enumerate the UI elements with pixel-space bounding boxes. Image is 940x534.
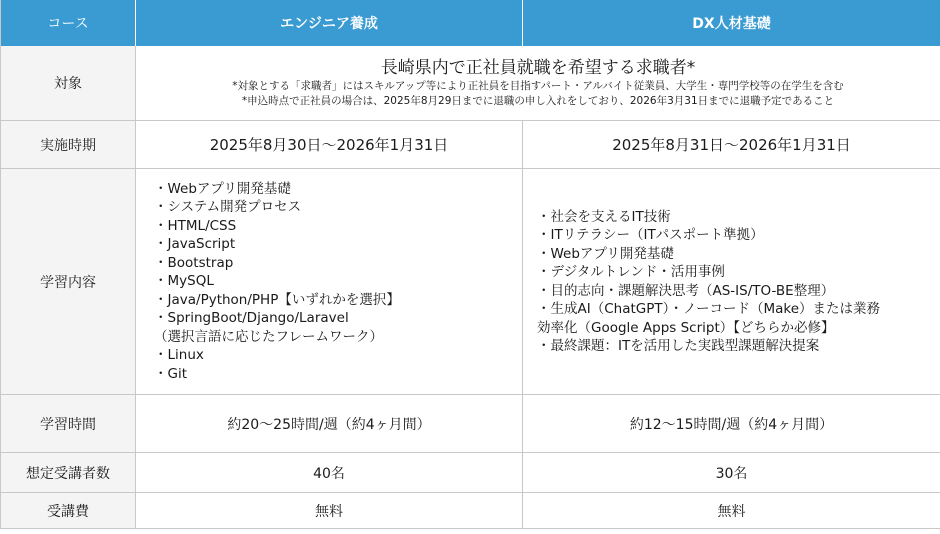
content-dx-list bbox=[523, 169, 940, 395]
row-label-fee: 受講費 bbox=[1, 493, 136, 529]
list-item: ・目的志向・課題解決思考（AS-IS/TO-BE整理） bbox=[537, 282, 835, 299]
content-engineer-list bbox=[136, 169, 523, 395]
period-dx: 2025年8月31日〜2026年1月31日 bbox=[523, 121, 940, 169]
list-item: ・最終課題：ITを活用した実践型課題解決提案 bbox=[537, 338, 820, 354]
fee-engineer: 無料 bbox=[136, 493, 523, 529]
list-item: ・SpringBoot/Django/Laravel bbox=[154, 310, 349, 327]
row-label-capacity: 想定受講者数 bbox=[1, 453, 136, 493]
list-item: ・HTML/CSS bbox=[154, 217, 237, 234]
capacity-dx: 30名 bbox=[523, 453, 940, 493]
row-label-content: 学習内容 bbox=[1, 169, 136, 395]
list-item: ・生成AI（ChatGPT）・ノーコード（Make）または業務 bbox=[537, 301, 881, 317]
list-item: ・システム開発プロセス bbox=[154, 199, 302, 216]
period-engineer: 2025年8月30日〜2026年1月31日 bbox=[136, 121, 523, 169]
list-item: ・Webアプリ開発基礎 bbox=[154, 180, 291, 197]
list-item: ・ITリテラシー（ITパスポート準拠） bbox=[537, 227, 764, 243]
list-item: （選択言語に応じたフレームワーク） bbox=[154, 328, 383, 345]
header-dx-course: DX人材基礎 bbox=[523, 0, 940, 46]
row-label-target: 対象 bbox=[1, 46, 136, 121]
list-item: ・Git bbox=[154, 365, 188, 382]
capacity-engineer: 40名 bbox=[136, 453, 523, 493]
hours-dx: 約12〜15時間/週（約4ヶ月間） bbox=[523, 395, 940, 453]
header-engineer-course: エンジニア養成 bbox=[136, 0, 523, 46]
row-label-hours: 学習時間 bbox=[1, 395, 136, 453]
target-note-2: *申込時点で正社員の場合は、2025年8月29日までに退職の申し入れをしており、2026年3月31日までに退職予定であること bbox=[241, 95, 835, 107]
list-item: ・Webアプリ開発基礎 bbox=[537, 245, 674, 262]
header-course-label: コース bbox=[1, 0, 136, 46]
list-item: ・デジタルトレンド・活用事例 bbox=[537, 264, 725, 280]
list-item: ・Bootstrap bbox=[154, 254, 234, 271]
fee-dx: 無料 bbox=[523, 493, 940, 529]
target-main-text: 長崎県内で正社員就職を希望する求職者* bbox=[380, 58, 696, 78]
row-label-period: 実施時期 bbox=[1, 121, 136, 169]
list-item: ・Java/Python/PHP【いずれかを選択】 bbox=[154, 291, 400, 308]
list-item: ・MySQL bbox=[154, 273, 214, 290]
list-item: ・Linux bbox=[154, 347, 204, 364]
list-item: ・JavaScript bbox=[154, 236, 236, 253]
target-note-1: *対象とする「求職者」にはスキルアップ等により正社員を目指すパート・アルバイト従業員、大学生・専門学校等の在学生を含む bbox=[232, 80, 844, 92]
list-item: ・社会を支えるIT技術 bbox=[537, 208, 671, 225]
hours-engineer: 約20〜25時間/週（約4ヶ月間） bbox=[136, 395, 523, 453]
list-item: 効率化（Google Apps Script）【どちらか必修】 bbox=[537, 319, 835, 336]
target-cell bbox=[136, 46, 940, 121]
